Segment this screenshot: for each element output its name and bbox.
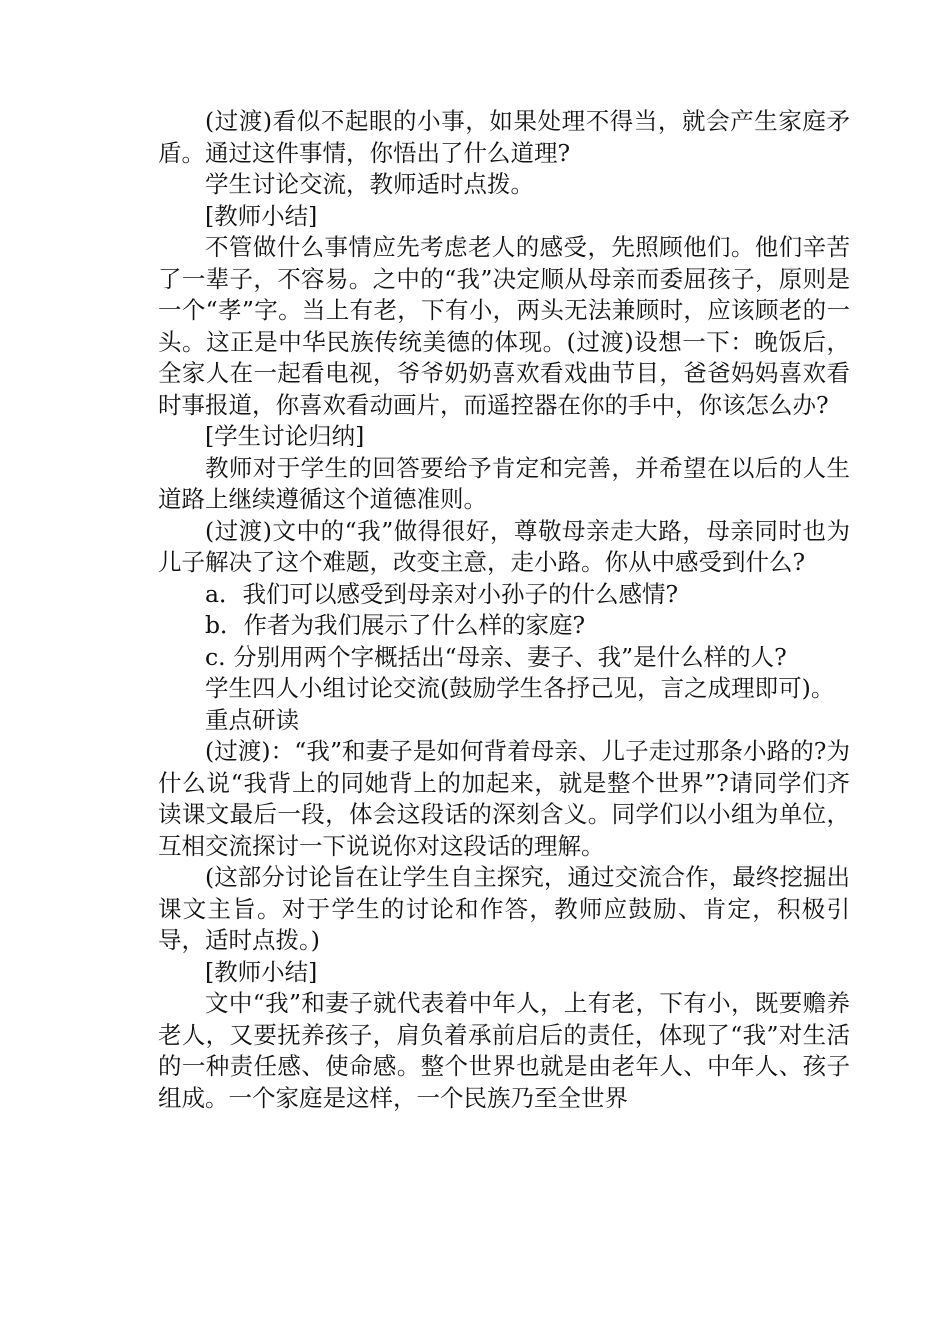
paragraph-transition-world: (过渡)：“我”和妻子是如何背着母亲、儿子走过那条小路的?为什么说“我背上的同她背上的加起来，就是整个世界”?请同学们齐读课文最后一段，体会这段话的深刻含义。同学们以小组为单位，互相交流探讨一下说说你对这段话的理解。 <box>158 737 850 860</box>
paragraph-teacher-summary-heading: [教师小结] <box>205 201 318 230</box>
section-heading-key-reading: 重点研读 <box>205 705 299 734</box>
document-body <box>158 106 850 1114</box>
question-b: b．作者为我们展示了什么样的家庭? <box>205 611 586 639</box>
paragraph-transition-mother: (过渡)文中的“我”做得很好，尊敬母亲走大路，母亲同时也为儿子解决了这个难题，改变主意，走小路。你从中感受到什么? <box>158 516 850 576</box>
paragraph-discussion-purpose: (这部分讨论旨在让学生自主探究，通过交流合作，最终挖掘出课文主旨。对于学生的讨论和作答，教师应鼓励、肯定，积极引导，适时点拨。) <box>158 863 850 954</box>
paragraph-group-discussion: 学生四人小组讨论交流(鼓励学生各抒己见，言之成理即可)。 <box>205 674 835 702</box>
paragraph-teacher-response: 教师对于学生的回答要给予肯定和完善，并希望在以后的人生道路上继续遵循这个道德准则。 <box>158 453 850 513</box>
paragraph-student-summary-heading: [学生讨论归纳] <box>205 422 365 450</box>
paragraph-final-summary: 文中“我”和妻子就代表着中年人，上有老，下有小，既要赡养老人，又要抚养孩子，肩负着承前启后的责任，体现了“我”对生活的一种责任感、使命感。整个世界也就是由老年人、中年人、孩子组成。一个家庭是这样，一个民族乃至全世界 <box>158 989 850 1112</box>
question-a: a．我们可以感受到母亲对小孙子的什么感情? <box>205 579 679 608</box>
paragraph-transition-question: (过渡)看似不起眼的小事，如果处理不得当，就会产生家庭矛盾。通过这件事情，你悟出了什么道理? <box>158 107 850 167</box>
paragraph-teacher-summary: 不管做什么事情应先考虑老人的感受，先照顾他们。他们辛苦了一辈子，不容易。之中的“我”决定顺从母亲而委屈孩子，原则是一个“孝”字。当上有老，下有小，两头无法兼顾时，应该顾老的一头。这正是中华民族传统美德的体现。(过渡)设想一下：晚饭后，全家人在一起看电视，爷爷奶奶喜欢看戏曲节目，爸爸妈妈喜欢看时事报道，你喜欢看动画片，而遥控器在你的手中，你该怎么办? <box>158 233 850 419</box>
paragraph-discussion-note: 学生讨论交流，教师适时点拨。 <box>205 170 534 198</box>
question-c: c. 分别用两个字概括出“母亲、妻子、我”是什么样的人? <box>205 642 787 671</box>
paragraph-teacher-summary-heading-2: [教师小结] <box>205 957 318 986</box>
